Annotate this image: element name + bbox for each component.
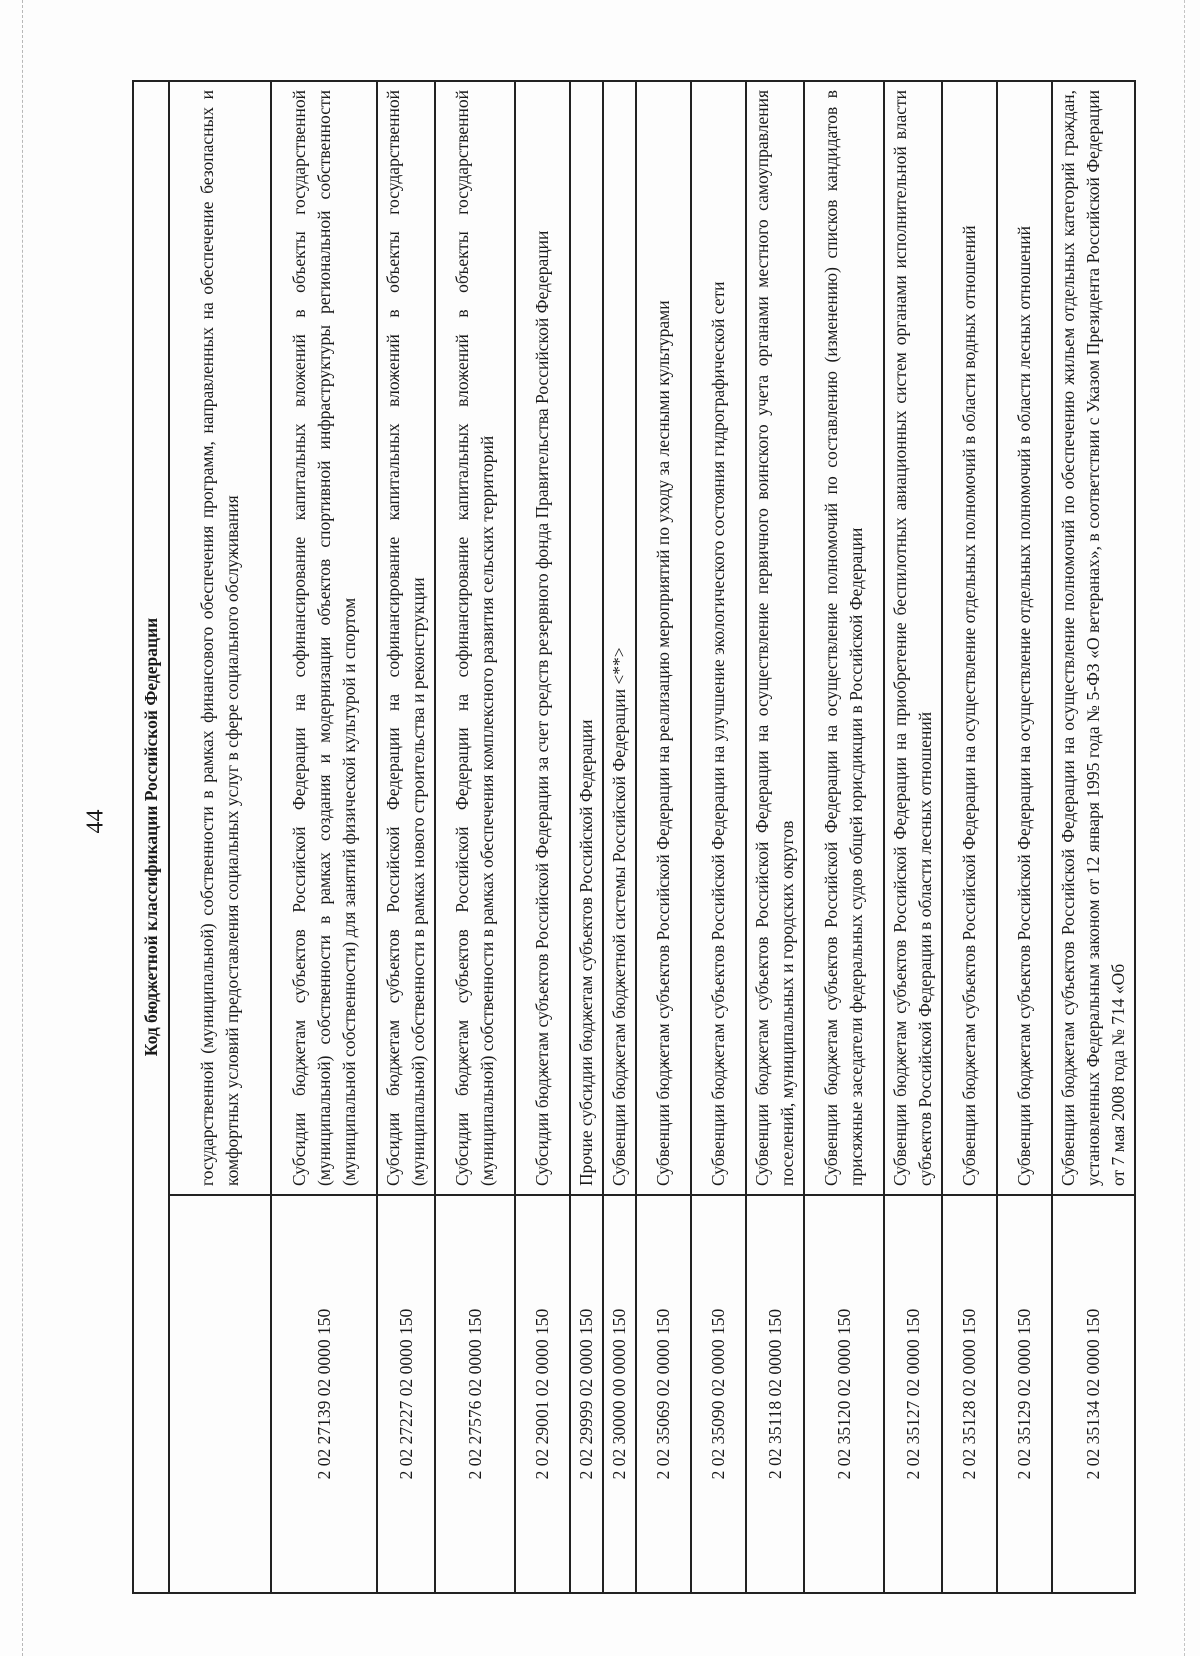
table-row [603, 81, 636, 1593]
table-body [169, 81, 1135, 1593]
budget-code-cell: 2 02 35134 02 0000 150 [1052, 1195, 1135, 1593]
description-cell: Субвенции бюджетам субъектов Российской Федерации на улучшение экологического состояния гидрографической сети [691, 81, 746, 1195]
table-row [435, 81, 515, 1593]
description-cell: Субвенции бюджетам субъектов Российской Федерации на приобретение беспилотных авиационных систем органами исполнительной власти субъектов Российской Федерации в области лесных отношений [884, 81, 942, 1195]
budget-code-cell: 2 02 29001 02 0000 150 [515, 1195, 570, 1593]
scan-left-edge [22, 0, 24, 1656]
table-row [377, 81, 435, 1593]
budget-code-cell: 2 02 27227 02 0000 150 [377, 1195, 435, 1593]
budget-code-cell: 2 02 35127 02 0000 150 [884, 1195, 942, 1593]
budget-code-cell: 2 02 35120 02 0000 150 [804, 1195, 884, 1593]
table-header: Код бюджетной классификации Российской Федерации [133, 81, 169, 1593]
description-cell: Субвенции бюджетам субъектов Российской Федерации на осуществление полномочий по составлению (изменению) списков кандидатов в присяжные заседатели федеральных судов общей юрисдикции в Российской Федерации [804, 81, 884, 1195]
description-cell: Субвенции бюджетам субъектов Российской Федерации на осуществление полномочий по обеспечению жильем отдельных категорий граждан, установленных Федеральным законом от 12 января 1995 года № 5-ФЗ «О ветеранах», в соответствии с Указом Президента Российской Федерации от 7 мая 2008 года № 714 «Об [1052, 81, 1135, 1195]
table-header-row [133, 81, 169, 1593]
budget-code-cell: 2 02 35129 02 0000 150 [997, 1195, 1052, 1593]
description-cell: Субвенции бюджетам бюджетной системы Российской Федерации <**> [603, 81, 636, 1195]
scan-right-edge [1184, 0, 1186, 1656]
table-row [942, 81, 997, 1593]
description-cell: Субвенции бюджетам субъектов Российской Федерации на осуществление первичного воинского учета органами местного самоуправления поселений, муниципальных и городских округов [746, 81, 804, 1195]
description-cell: Субвенции бюджетам субъектов Российской Федерации на осуществление отдельных полномочий в области лесных отношений [997, 81, 1052, 1195]
budget-code-cell: 2 02 35128 02 0000 150 [942, 1195, 997, 1593]
table-row [169, 81, 271, 1593]
table-row [997, 81, 1052, 1593]
table-row [570, 81, 603, 1593]
description-cell: Субсидии бюджетам субъектов Российской Федерации на софинансирование капитальных вложений в объекты государственной (муниципальной) собственности в рамках создания и модернизации объектов спортивной инфраструктуры региональной собственности (муниципальной собственности) для занятий физической культурой и спортом [271, 81, 377, 1195]
description-cell: Субвенции бюджетам субъектов Российской Федерации на осуществление отдельных полномочий в области водных отношений [942, 81, 997, 1195]
budget-code-cell: 2 02 35069 02 0000 150 [636, 1195, 691, 1593]
budget-code-cell [169, 1195, 271, 1593]
description-cell: Субсидии бюджетам субъектов Российской Федерации за счет средств резервного фонда Правительства Российской Федерации [515, 81, 570, 1195]
rotated-page-content [132, 82, 1128, 1594]
budget-code-cell: 2 02 29999 02 0000 150 [570, 1195, 603, 1593]
table-row [515, 81, 570, 1593]
budget-code-cell: 2 02 27139 02 0000 150 [271, 1195, 377, 1593]
budget-code-cell: 2 02 30000 00 0000 150 [603, 1195, 636, 1593]
description-cell: Субсидии бюджетам субъектов Российской Федерации на софинансирование капитальных вложений в объекты государственной (муниципальной) собственности в рамках обеспечения комплексного развития сельских территорий [435, 81, 515, 1195]
budget-classification-table [132, 80, 1136, 1594]
description-cell: Субвенции бюджетам субъектов Российской Федерации на реализацию мероприятий по уходу за лесными культурами [636, 81, 691, 1195]
table-row [746, 81, 804, 1593]
description-cell: государственной (муниципальной) собственности в рамках финансового обеспечения программ, направленных на обеспечение безопасных и комфортных условий предоставления социальных услуг в сфере социального обслуживания [169, 81, 271, 1195]
table-row [1052, 81, 1135, 1593]
budget-code-cell: 2 02 35118 02 0000 150 [746, 1195, 804, 1593]
table-row [884, 81, 942, 1593]
description-cell: Прочие субсидии бюджетам субъектов Российской Федерации [570, 81, 603, 1195]
page-number: 44 [82, 809, 109, 834]
budget-code-cell: 2 02 27576 02 0000 150 [435, 1195, 515, 1593]
table-row [271, 81, 377, 1593]
description-cell: Субсидии бюджетам субъектов Российской Федерации на софинансирование капитальных вложений в объекты государственной (муниципальной) собственности в рамках нового строительства и реконструкции [377, 81, 435, 1195]
table-row [691, 81, 746, 1593]
table-row [804, 81, 884, 1593]
budget-code-cell: 2 02 35090 02 0000 150 [691, 1195, 746, 1593]
table-row [636, 81, 691, 1593]
